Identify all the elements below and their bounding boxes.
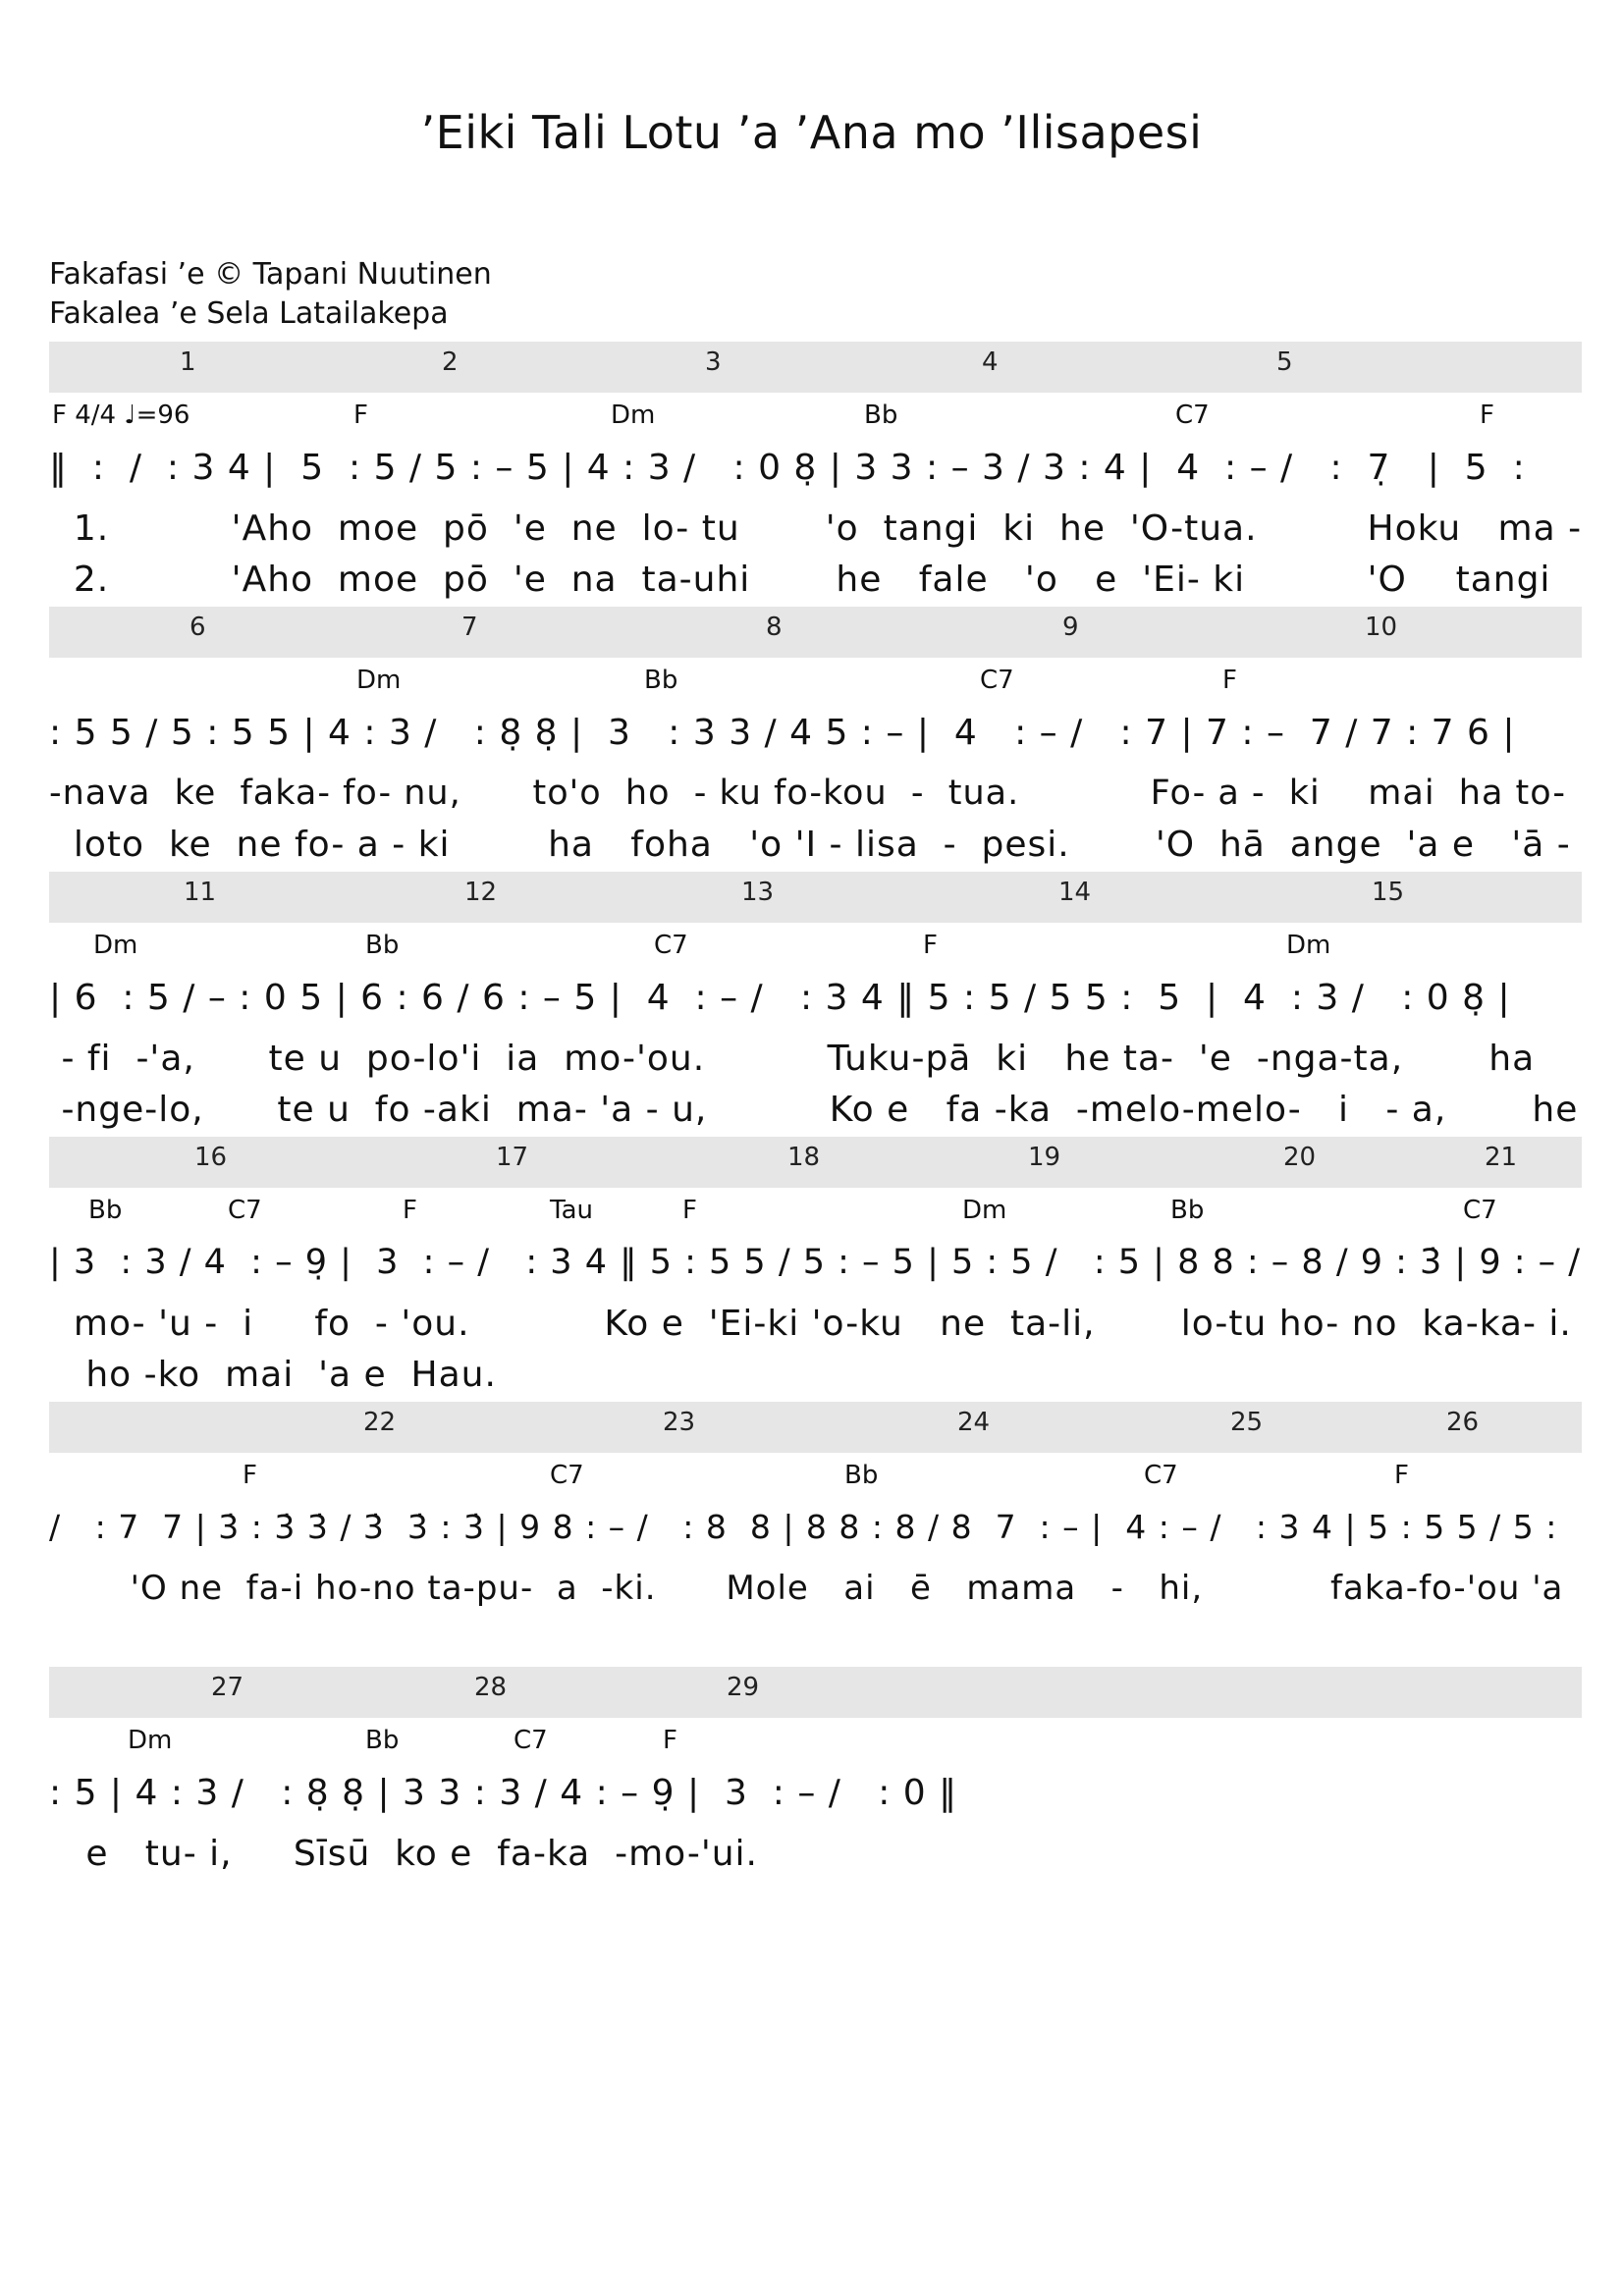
chord-symbol: Tau: [550, 1196, 593, 1225]
chord-symbol: Bb: [644, 666, 678, 695]
chord-symbol: F: [1394, 1461, 1409, 1490]
bar-number: 29: [727, 1673, 760, 1702]
lyric-verse-1: mo- 'u - i fo - 'ou. Ko e 'Ei-ki 'o-ku ne ta-li, lo-tu ho- no ka-ka- i.: [49, 1304, 1572, 1344]
bar-number: 18: [787, 1143, 821, 1172]
chord-symbol: F: [243, 1461, 257, 1490]
chord-row: [49, 666, 1582, 705]
bar-number: 3: [705, 347, 722, 377]
bar-number-strip: [49, 607, 1582, 658]
bar-number: 20: [1283, 1143, 1317, 1172]
bar-number: 2: [442, 347, 459, 377]
bar-number: 13: [741, 878, 775, 907]
chord-row: [49, 1461, 1582, 1500]
bar-number: 26: [1446, 1408, 1480, 1437]
bar-number: 12: [464, 878, 498, 907]
chord-row: [49, 1196, 1582, 1235]
chord-symbol: Bb: [864, 400, 898, 430]
chord-symbol: C7: [1463, 1196, 1497, 1225]
lyric-verse-2: loto ke ne fo- a - ki ha foha 'o 'I - lisa - pesi. 'O hā ange 'a e 'ā -: [49, 825, 1571, 865]
chord-symbol: Bb: [365, 931, 400, 960]
chord-symbol: F: [1222, 666, 1237, 695]
chord-symbol: Bb: [1170, 1196, 1205, 1225]
chord-row: [49, 1726, 1582, 1765]
bar-number: 23: [663, 1408, 696, 1437]
lyric-verse-1: 'O ne fa-i ho-no ta-pu- a -ki. Mole ai ē mama - hi, faka-fo-'ou 'a: [49, 1569, 1564, 1608]
bar-number: 14: [1058, 878, 1092, 907]
chord-symbol: F: [663, 1726, 677, 1755]
chord-symbol: F: [403, 1196, 417, 1225]
bar-number: 21: [1485, 1143, 1518, 1172]
lyric-verse-2: 2. 'Aho moe pō 'e na ta-uhi he fale 'o e 'Ei- ki 'O tangi: [49, 560, 1551, 600]
chord-symbol: Bb: [365, 1726, 400, 1755]
chord-symbol: C7: [514, 1726, 548, 1755]
bar-number-strip: [49, 872, 1582, 923]
bar-number: 5: [1276, 347, 1293, 377]
chord-symbol: C7: [1144, 1461, 1178, 1490]
notation-line: : 5 5 / 5 : 5 5 | 4 : 3 / : 8̣ 8̣ | 3 : 3 3 / 4 5 : – | 4 : – / : 7 | 7 : – 7 / 7 : 7 6 |: [49, 713, 1516, 753]
notation-line: | 3 : 3 / 4 : – 9̣ | 3 : – / : 3 4 ‖ 5 : 5 5 / 5 : – 5 | 5 : 5 / : 5 | 8 8 : – 8 / 9 : 3̇ | 9 : – /: [49, 1243, 1582, 1282]
chord-symbol: C7: [228, 1196, 262, 1225]
bar-number-strip: [49, 1137, 1582, 1188]
chord-symbol: Dm: [1286, 931, 1331, 960]
bar-number: 27: [211, 1673, 244, 1702]
arranger-credit: Fakafasi ’e © Tapani Nuutinen: [49, 257, 492, 292]
bar-number: 8: [766, 613, 783, 642]
lyric-verse-1: - fi -'a, te u po-lo'i ia mo-'ou. Tuku-pā ki he ta- 'e -nga-ta, ha: [49, 1039, 1536, 1079]
page-title: ’Eiki Tali Lotu ’a ’Ana mo ’Ilisapesi: [420, 106, 1203, 159]
bar-number: 15: [1372, 878, 1405, 907]
bar-number: 24: [957, 1408, 991, 1437]
bar-number: 25: [1230, 1408, 1264, 1437]
lyric-verse-2: ho -ko mai 'a e Hau.: [49, 1355, 497, 1395]
lyric-verse-1: e tu- i, Sīsū ko e fa-ka -mo-'ui.: [49, 1834, 759, 1874]
notation-line: ‖ : / : 3 4 | 5 : 5 / 5 : – 5 | 4 : 3 / : 0 8̣ | 3 3 : – 3 / 3 : 4 | 4 : – / : 7̣ | 5 :: [49, 448, 1526, 488]
chord-row: [49, 931, 1582, 970]
lyric-verse-2: -nge-lo, te u fo -aki ma- 'a - u, Ko e fa -ka -melo-melo- i - a, he: [49, 1090, 1579, 1130]
bar-number: 9: [1062, 613, 1079, 642]
tempo-marking: F 4/4 ♩=96: [52, 400, 190, 430]
chord-row: [49, 400, 1582, 440]
bar-number: 28: [474, 1673, 508, 1702]
bar-number: 10: [1365, 613, 1398, 642]
bar-number-strip: [49, 1402, 1582, 1453]
lyricist-credit: Fakalea ’e Sela Latailakepa: [49, 296, 449, 331]
bar-number: 1: [180, 347, 196, 377]
chord-symbol: F: [353, 400, 368, 430]
bar-number: 4: [982, 347, 999, 377]
chord-symbol: F: [923, 931, 938, 960]
chord-symbol: C7: [654, 931, 688, 960]
bar-number: 11: [184, 878, 217, 907]
chord-symbol: C7: [550, 1461, 584, 1490]
chord-symbol: C7: [980, 666, 1014, 695]
chord-symbol: Bb: [844, 1461, 879, 1490]
lyric-verse-1: 1. 'Aho moe pō 'e ne lo- tu 'o tangi ki he 'O-tua. Hoku ma -: [49, 508, 1583, 549]
bar-number-strip: [49, 1667, 1582, 1718]
chord-symbol: Bb: [88, 1196, 123, 1225]
chord-symbol: Dm: [93, 931, 138, 960]
notation-line: / : 7 7 | 3̇ : 3̇ 3̇ / 3̇ 3̇ : 3̇ | 9 8 : – / : 8 8 | 8 8 : 8 / 8 7 : – | 4 : – / : 3 4 | 5 : 5 5 / 5 :: [49, 1508, 1558, 1546]
bar-number: 19: [1028, 1143, 1061, 1172]
bar-number: 22: [363, 1408, 397, 1437]
bar-number: 17: [496, 1143, 529, 1172]
chord-symbol: Dm: [611, 400, 656, 430]
notation-line: | 6 : 5 / – : 0 5 | 6 : 6 / 6 : – 5 | 4 : – / : 3 4 ‖ 5 : 5 / 5 5 : 5 | 4 : 3 / : 0 8̣ |: [49, 978, 1511, 1018]
bar-number: 6: [189, 613, 206, 642]
chord-symbol: F: [1480, 400, 1494, 430]
chord-symbol: F: [682, 1196, 697, 1225]
chord-symbol: Dm: [356, 666, 402, 695]
chord-symbol: Dm: [962, 1196, 1007, 1225]
notation-line: : 5 | 4 : 3 / : 8̣ 8̣ | 3 3 : 3 / 4 : – 9̣ | 3 : – / : 0 ‖: [49, 1773, 958, 1813]
chord-symbol: C7: [1175, 400, 1210, 430]
chord-symbol: Dm: [128, 1726, 173, 1755]
lyric-verse-1: -nava ke faka- fo- nu, to'o ho - ku fo-kou - tua. Fo- a - ki mai ha to-: [49, 774, 1566, 813]
bar-number: 7: [461, 613, 478, 642]
bar-number-strip: [49, 342, 1582, 393]
bar-number: 16: [194, 1143, 228, 1172]
